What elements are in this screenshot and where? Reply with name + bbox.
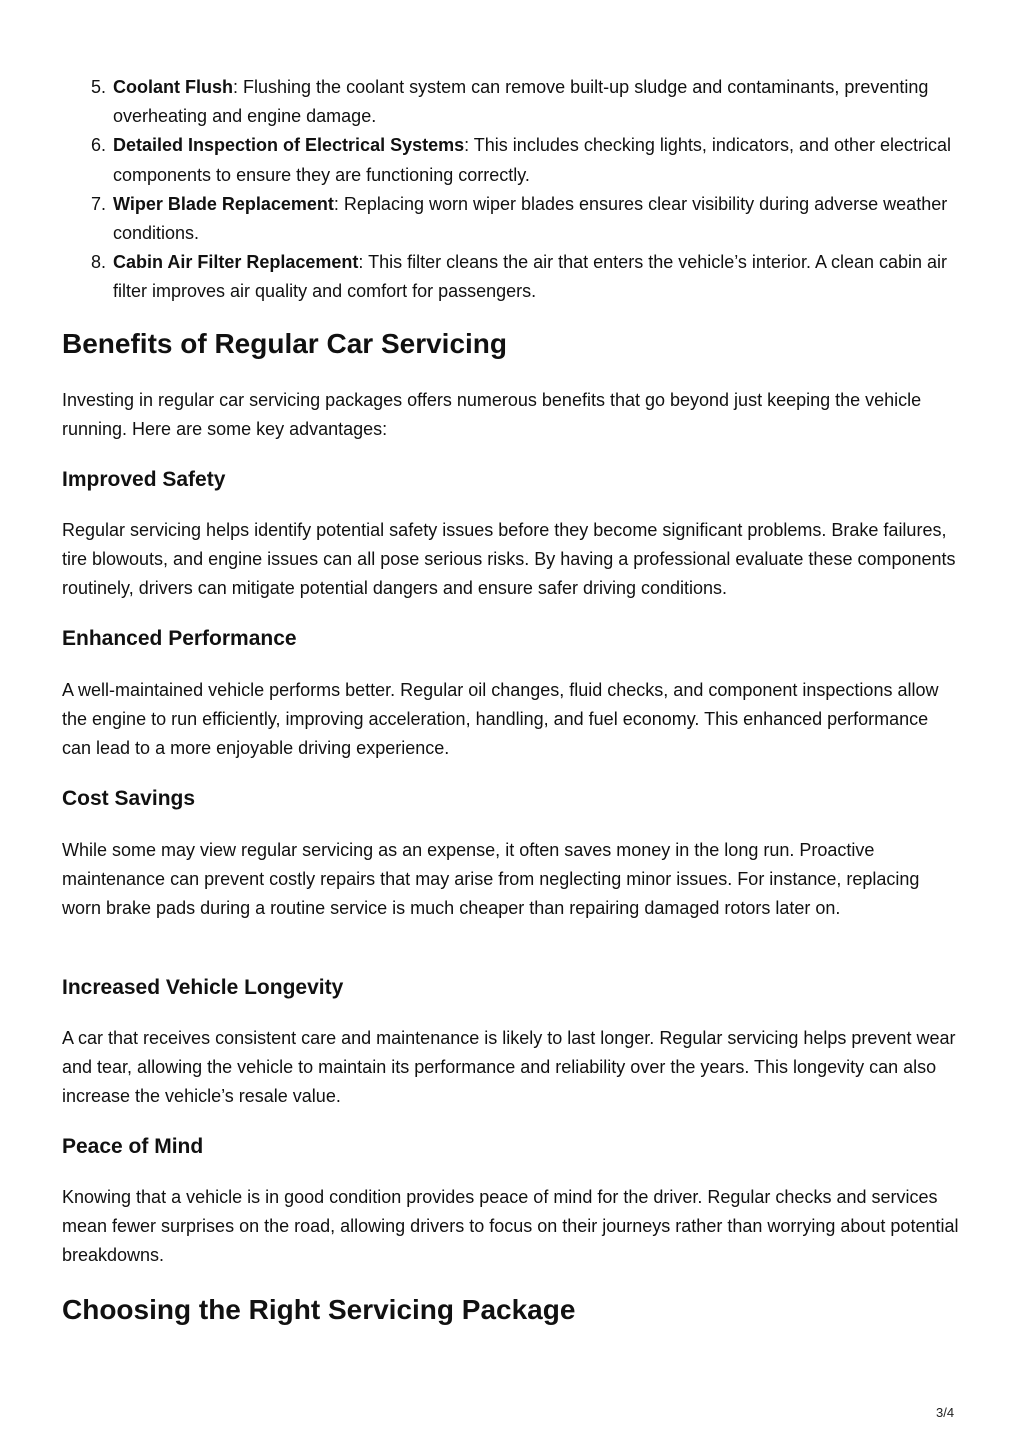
section-heading-longevity: Increased Vehicle Longevity [62,976,344,999]
list-item-term: Coolant Flush [113,77,233,97]
list-item-term: Wiper Blade Replacement [113,193,334,214]
list-item-text: : Replacing worn wiper blades ensures clear visibility during adverse weather conditions. [113,193,948,244]
list-item-term: Cabin Air Filter Replacement [113,252,359,273]
list-item: 5. Coolant Flush: Flushing the coolant system can remove built-up sludge and contaminants, preventing overheating and engine damage. [91,77,929,127]
next-section-heading: Choosing the Right Servicing Package [62,1294,576,1325]
list-item-text: : This filter cleans the air that enters the vehicle’s interior. A clean cabin air filter improves air quality and comfort for passengers. [113,252,948,302]
list-item-term: Detailed Inspection of Electrical Systems [113,135,465,156]
section-body-longevity: A car that receives consistent care and maintenance is likely to last longer. Regular servicing helps prevent wear and tear, allowing the vehicle to maintain its performance and reliability over the years. This longevity can also increase the vehicle’s resale value. [62,1028,956,1106]
section-body-performance: A well-maintained vehicle performs better. Regular oil changes, fluid checks, and component inspections allow the engine to run efficiently, improving acceleration, handling, and fuel economy. This enhanced performance can lead to a more enjoyable driving experience. [62,680,939,758]
section-heading-safety: Improved Safety [62,468,226,491]
section-heading-performance: Enhanced Performance [62,627,297,650]
section-body-peace: Knowing that a vehicle is in good condition provides peace of mind for the driver. Regular checks and services mean fewer surprises on the road, allowing drivers to focus on their journeys rather than worrying about potential breakdowns. [62,1187,959,1265]
list-item-text: : Flushing the coolant system can remove built-up sludge and contaminants, preventing overheating and engine damage. [113,77,929,127]
page-number: 3/4 [936,1405,955,1420]
list-item: 7. Wiper Blade Replacement: Replacing worn wiper blades ensures clear visibility during adverse weather conditions. [91,193,948,244]
list-item: 6. Detailed Inspection of Electrical Systems: This includes checking lights, indicators, and other electrical components to ensure they are functioning correctly. [91,135,952,185]
benefits-heading: Benefits of Regular Car Servicing [62,328,508,359]
section-heading-cost: Cost Savings [62,787,196,810]
section-heading-peace: Peace of Mind [62,1135,204,1158]
list-item-text: : This includes checking lights, indicators, and other electrical components to ensure they are functioning correctly. [113,135,952,185]
section-body-cost: While some may view regular servicing as an expense, it often saves money in the long run. Proactive maintenance can prevent costly repairs that may arise from neglecting minor issues. For instance, replacing worn brake pads during a routine service is much cheaper than repairing damaged rotors later on. [62,840,920,918]
benefits-intro: Investing in regular car servicing packages offers numerous benefits that go beyond just keeping the vehicle running. Here are some key advantages: [62,390,922,439]
section-body-safety: Regular servicing helps identify potential safety issues before they become significant problems. Brake failures, tire blowouts, and engine issues can all pose serious risks. By having a professional evaluate these components routinely, drivers can mitigate potential dangers and ensure safer driving conditions. [62,520,956,598]
service-list [91,73,963,307]
list-item: 8. Cabin Air Filter Replacement: This filter cleans the air that enters the vehicle’s interior. A clean cabin air filter improves air quality and comfort for passengers. [91,252,948,302]
